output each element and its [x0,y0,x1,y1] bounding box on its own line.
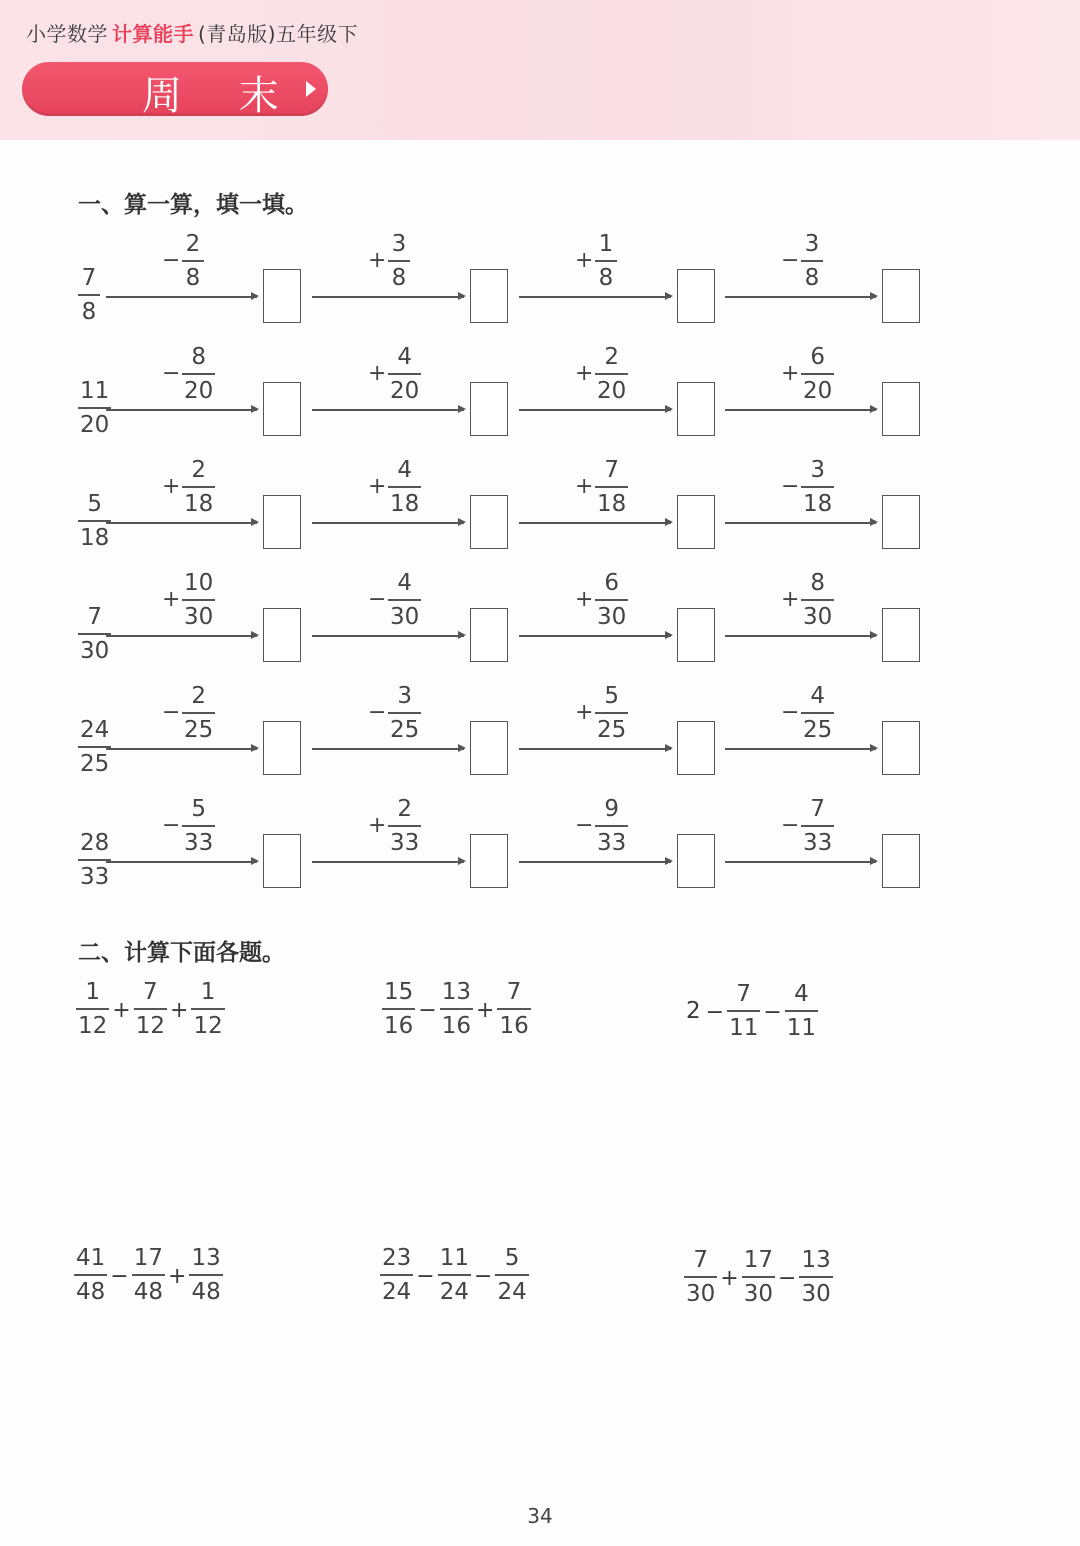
term-fraction [440,978,473,1040]
step-fraction [595,456,628,518]
fraction-bar [440,1008,473,1010]
fraction-bar [132,1274,165,1276]
denominator: 20 [80,411,110,438]
denominator: 8 [804,264,820,291]
arrow-line [519,296,671,298]
answer-box[interactable] [470,382,508,436]
numerator: 2 [185,231,201,257]
answer-box[interactable] [263,382,301,436]
plus-sign: + [781,587,800,612]
step-fraction [801,456,834,518]
plus-sign: + [368,248,387,273]
answer-box[interactable] [263,834,301,888]
plus-sign: + [781,361,800,386]
plus-sign: + [168,1264,187,1290]
arrow-line [725,635,876,637]
numerator: 6 [604,570,619,596]
numerator: 6 [810,344,825,370]
fraction-bar [134,1008,167,1010]
answer-box[interactable] [882,834,920,888]
fraction-bar [595,599,628,601]
step-fraction [595,230,617,292]
numerator: 2 [397,796,412,822]
numerator: 5 [604,683,619,709]
minus-sign: − [781,700,800,725]
numerator: 7 [693,1247,708,1273]
arrow-line [725,296,876,298]
denominator: 33 [597,829,627,856]
term-fraction [382,978,415,1040]
start-fraction [78,716,111,778]
answer-box[interactable] [470,608,508,662]
arrow-line [725,522,876,524]
fraction-bar [595,486,628,488]
numerator: 13 [801,1247,831,1273]
answer-box[interactable] [882,608,920,662]
denominator: 25 [803,716,833,743]
start-fraction [78,377,111,439]
numerator: 3 [804,231,820,257]
plus-sign: + [170,998,189,1024]
denominator: 12 [193,1012,223,1039]
minus-sign: − [368,700,387,725]
calc-problem [76,978,225,1048]
answer-box[interactable] [882,495,920,549]
start-fraction [78,264,100,326]
term-fraction [497,978,530,1040]
denominator: 33 [80,863,110,890]
step-fraction [801,230,823,292]
fraction-bar [595,825,628,827]
denominator: 8 [391,264,407,291]
step-fraction [388,343,421,405]
arrow-line [312,409,464,411]
triangle-right-icon [306,81,316,97]
numerator: 5 [191,796,206,822]
numerator: 17 [133,1245,163,1271]
minus-sign: − [416,1264,435,1290]
step-fraction [801,682,834,744]
denominator: 18 [184,490,214,517]
numerator: 4 [794,981,809,1007]
step-fraction [182,343,215,405]
answer-box[interactable] [882,382,920,436]
term-fraction [132,1244,165,1306]
arrow-line [519,748,671,750]
minus-sign: − [162,248,181,273]
numerator: 13 [191,1245,221,1271]
denominator: 30 [743,1280,773,1307]
denominator: 48 [76,1278,106,1305]
term-fraction [799,1246,832,1308]
fraction-bar [380,1274,413,1276]
fraction-bar [182,260,204,262]
numerator: 23 [382,1245,412,1271]
arrow-line [106,522,257,524]
term-fraction [727,980,760,1042]
plus-sign: + [162,587,181,612]
plus-sign: + [476,998,495,1024]
numerator: 13 [441,979,471,1005]
denominator: 16 [441,1012,471,1039]
denominator: 30 [184,603,214,630]
numerator: 8 [191,344,206,370]
plus-sign: + [575,700,594,725]
numerator: 7 [143,979,158,1005]
fraction-bar [801,373,834,375]
denominator: 18 [597,490,627,517]
denominator: 11 [786,1014,817,1041]
answer-box[interactable] [677,834,715,888]
denominator: 30 [80,637,110,664]
minus-sign: − [575,813,594,838]
arrow-line [312,296,464,298]
arrow-line [106,748,257,750]
step-fraction [801,343,834,405]
denominator: 20 [597,377,627,404]
step-fraction [182,456,215,518]
arrow-line [106,861,257,863]
term-fraction [684,1246,717,1308]
calc-problem [382,978,531,1048]
step-fraction [595,682,628,744]
answer-box[interactable] [677,495,715,549]
weekend-tab-label: 周 末 [142,73,301,119]
answer-box[interactable] [263,269,301,323]
minus-sign: − [418,998,437,1024]
weekend-tab [22,62,328,119]
arrow-line [725,409,876,411]
numerator: 7 [604,457,619,483]
fraction-bar [388,712,421,714]
fraction-bar [388,260,410,262]
numerator: 5 [87,491,102,517]
step-fraction [801,795,834,857]
arrow-line [725,748,876,750]
start-fraction [78,490,111,552]
denominator: 24 [497,1278,527,1305]
denominator: 18 [80,524,110,551]
start-fraction [78,603,111,665]
integer-term: 2 [686,997,701,1024]
step-fraction [595,569,628,631]
fraction-bar [801,712,834,714]
term-fraction [134,978,167,1040]
numerator: 2 [604,344,619,370]
minus-sign: − [162,813,181,838]
calc-problem [74,1244,223,1314]
step-fraction [388,230,410,292]
section1-title: 一、算一算，填一填。 [78,192,308,218]
step-fraction [388,682,421,744]
numerator: 7 [81,265,97,291]
fraction-bar [495,1274,528,1276]
arrow-line [106,635,257,637]
term-fraction [189,1244,222,1306]
arrow-line [106,409,257,411]
numerator: 10 [184,570,214,596]
arrow-line [725,861,876,863]
denominator: 25 [597,716,627,743]
fraction-bar [438,1274,471,1276]
fraction-bar [595,260,617,262]
plus-sign: + [368,813,387,838]
answer-box[interactable] [470,834,508,888]
calc-problem [380,1244,529,1314]
fraction-bar [595,712,628,714]
denominator: 20 [390,377,420,404]
fraction-bar [182,486,215,488]
arrow-line [312,522,464,524]
step-fraction [388,569,421,631]
numerator: 2 [191,683,206,709]
calc-problem [684,1246,833,1316]
fraction-bar [785,1010,818,1012]
denominator: 30 [390,603,420,630]
numerator: 28 [80,830,110,856]
minus-sign: − [162,700,181,725]
fraction-bar [382,1008,415,1010]
numerator: 15 [384,979,414,1005]
numerator: 1 [598,231,614,257]
denominator: 30 [801,1280,831,1307]
book-title-prefix: 小学数学 [26,22,108,46]
answer-box[interactable] [263,495,301,549]
arrow-line [312,861,464,863]
denominator: 12 [135,1012,165,1039]
arrow-line [312,635,464,637]
denominator: 25 [184,716,214,743]
answer-box[interactable] [263,608,301,662]
numerator: 4 [810,683,825,709]
fraction-bar [191,1008,224,1010]
denominator: 12 [78,1012,108,1039]
arrow-line [519,522,671,524]
denominator: 33 [390,829,420,856]
numerator: 24 [80,717,110,743]
fraction-bar [388,599,421,601]
denominator: 16 [499,1012,529,1039]
fraction-bar [388,486,421,488]
numerator: 8 [810,570,825,596]
numerator: 3 [397,683,412,709]
fraction-bar [801,260,823,262]
start-fraction [78,829,111,891]
plus-sign: + [575,361,594,386]
answer-box[interactable] [677,269,715,323]
fraction-bar [74,1274,107,1276]
fraction-bar [742,1276,775,1278]
denominator: 20 [184,377,214,404]
answer-box[interactable] [677,721,715,775]
fraction-bar [189,1274,222,1276]
step-fraction [595,795,628,857]
numerator: 3 [810,457,825,483]
denominator: 16 [384,1012,414,1039]
fraction-bar [182,599,215,601]
denominator: 11 [729,1014,759,1041]
step-fraction [182,682,215,744]
answer-box[interactable] [882,721,920,775]
answer-box[interactable] [677,382,715,436]
answer-box[interactable] [882,269,920,323]
answer-box[interactable] [470,721,508,775]
numerator: 41 [76,1245,106,1271]
step-fraction [801,569,834,631]
fraction-bar [182,712,215,714]
minus-sign: − [474,1264,493,1290]
arrow-line [519,635,671,637]
denominator: 8 [185,264,201,291]
fraction-bar [595,373,628,375]
step-fraction [595,343,628,405]
minus-sign: − [781,813,800,838]
denominator: 24 [382,1278,412,1305]
plus-sign: + [162,474,181,499]
term-fraction [742,1246,775,1308]
numerator: 7 [506,979,522,1005]
calc-problem [686,980,818,1050]
step-fraction [182,230,204,292]
numerator: 17 [743,1247,773,1273]
fraction-bar [727,1010,760,1012]
book-title [26,18,358,47]
step-fraction [388,795,421,857]
minus-sign: − [110,1264,129,1290]
denominator: 33 [184,829,214,856]
term-fraction [785,980,818,1042]
fraction-bar [799,1276,832,1278]
answer-box[interactable] [470,269,508,323]
numerator: 7 [87,604,102,630]
denominator: 20 [803,377,833,404]
fraction-bar [182,373,215,375]
page-number: 34 [527,1504,553,1528]
fraction-bar [801,825,834,827]
numerator: 11 [439,1245,469,1271]
minus-sign: − [781,474,800,499]
denominator: 8 [598,264,614,291]
plus-sign: + [575,587,594,612]
term-fraction [380,1244,413,1306]
numerator: 9 [604,796,619,822]
denominator: 30 [597,603,627,630]
answer-box[interactable] [263,721,301,775]
fraction-bar [801,486,834,488]
fraction-bar [684,1276,717,1278]
denominator: 48 [133,1278,163,1305]
denominator: 18 [803,490,833,517]
step-fraction [182,569,215,631]
answer-box[interactable] [470,495,508,549]
numerator: 7 [736,981,752,1007]
fraction-bar [388,373,421,375]
denominator: 33 [803,829,833,856]
plus-sign: + [720,1266,739,1292]
numerator: 3 [391,231,407,257]
section2-title: 二、计算下面各题。 [78,940,285,966]
fraction-bar [76,1008,109,1010]
numerator: 11 [80,378,110,404]
term-fraction [191,978,224,1040]
fraction-bar [388,825,421,827]
fraction-bar [78,294,100,296]
plus-sign: + [575,248,594,273]
book-title-suffix: (青岛版)五年级下 [198,22,359,46]
numerator: 5 [504,1245,520,1271]
arrow-line [519,861,671,863]
denominator: 30 [803,603,833,630]
denominator: 48 [191,1278,221,1305]
numerator: 4 [397,570,412,596]
plus-sign: + [368,361,387,386]
step-fraction [182,795,215,857]
denominator: 25 [390,716,420,743]
fraction-bar [182,825,215,827]
answer-box[interactable] [677,608,715,662]
arrow-line [312,748,464,750]
numerator: 1 [85,979,100,1005]
book-brand: 计算能手 [112,22,194,46]
denominator: 18 [390,490,420,517]
arrow-line [106,296,257,298]
arrow-line [519,409,671,411]
plus-sign: + [368,474,387,499]
plus-sign: + [575,474,594,499]
fraction-bar [497,1008,530,1010]
plus-sign: + [112,998,131,1024]
denominator: 24 [439,1278,469,1305]
term-fraction [76,978,109,1040]
minus-sign: − [781,248,800,273]
step-fraction [388,456,421,518]
denominator: 8 [81,298,97,325]
numerator: 4 [397,344,412,370]
minus-sign: − [778,1266,797,1292]
minus-sign: − [705,1000,725,1026]
term-fraction [74,1244,107,1306]
minus-sign: − [162,361,181,386]
denominator: 25 [80,750,110,777]
denominator: 30 [686,1280,716,1307]
fraction-bar [801,599,834,601]
numerator: 4 [397,457,412,483]
numerator: 1 [200,979,216,1005]
term-fraction [495,1244,528,1306]
minus-sign: − [763,1000,782,1026]
numerator: 2 [191,457,206,483]
numerator: 7 [810,796,825,822]
term-fraction [438,1244,471,1306]
minus-sign: − [368,587,387,612]
